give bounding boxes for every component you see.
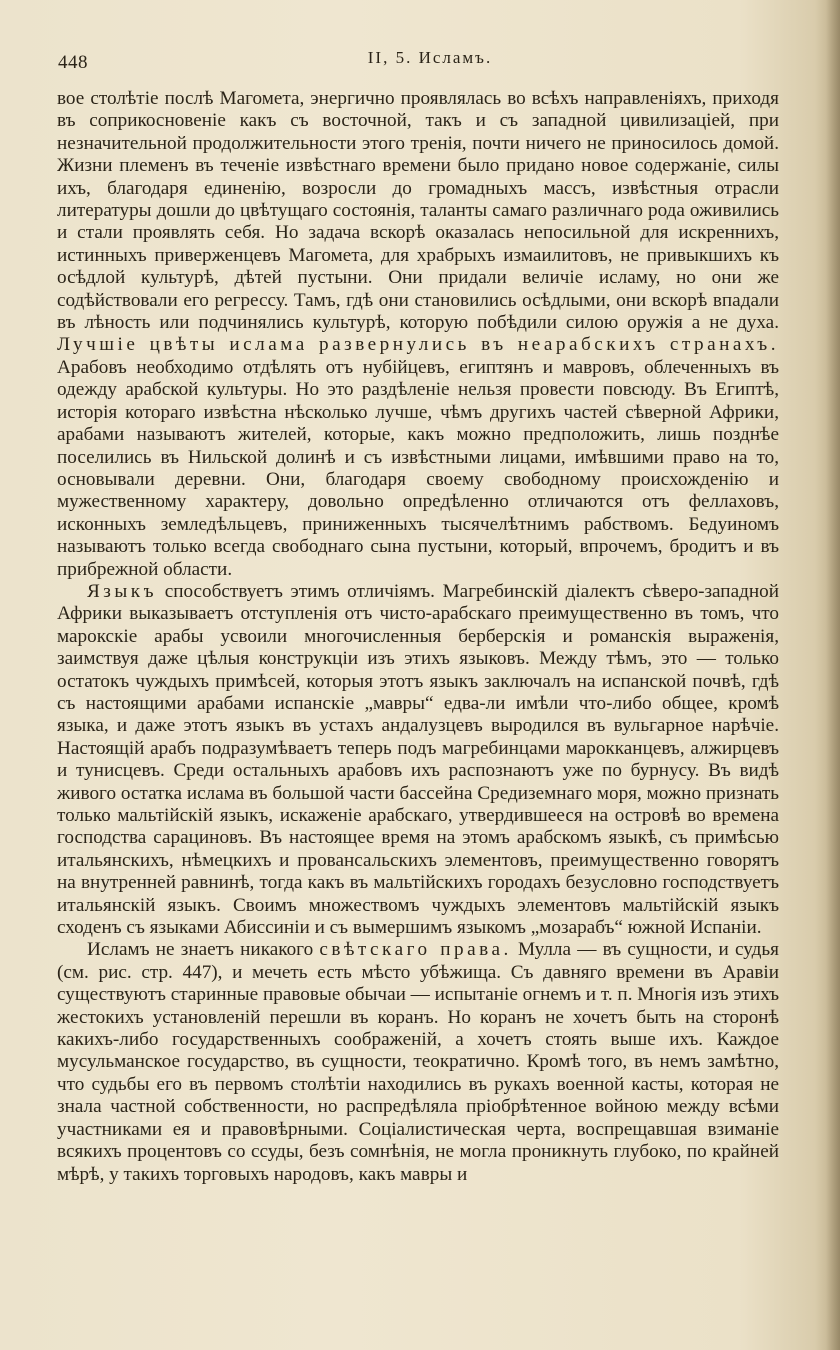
page-body (57, 88, 779, 1186)
text-run: способствуетъ этимъ отличіямъ. Магребинскій діалектъ сѣверо-западной Африки выказываетъ отступленія отъ чисто-арабскаго преимущественно въ томъ, что марокскіе арабы усвоили многочисленныя берберскія и романскія выраженія, заимствуя даже цѣлыя конструкціи изъ этихъ языковъ. Между тѣмъ, это — только остатокъ чуждыхъ примѣсей, которыя этотъ языкъ заключалъ на испанской почвѣ, гдѣ съ настоящими арабами испанскіе „мавры“ едва-ли имѣли что-либо общее, кромѣ языка, и даже этотъ языкъ въ устахъ андалузцевъ выродился въ вульгарное нарѣчіе. Настоящій арабъ подразумѣваетъ теперь подъ магребинцами марокканцевъ, алжирцевъ и тунисцевъ. Среди остальныхъ арабовъ ихъ распознаютъ уже по бурнусу. Въ видѣ живого остатка ислама въ большой части бассейна Средиземнаго моря, можно признать только мальтійскій языкъ, искаженіе арабскаго, утвердившееся на островѣ во времена господства сарациновъ. Въ настоящее время на этомъ арабскомъ языкѣ, съ примѣсью итальянскихъ, нѣмецкихъ и провансальскихъ элементовъ, преимущественно говорятъ на внутренней равнинѣ, тогда какъ въ мальтійскихъ городахъ безусловно господствуетъ итальянскій языкъ. Своимъ множествомъ чуждыхъ элементовъ мальтійскій языкъ сходенъ съ языками Абиссиніи и съ вымершимъ языкомъ „мозарабъ“ южной Испаніи. (57, 580, 779, 939)
spaced-emphasis: Языкъ (87, 580, 158, 602)
paragraph (57, 581, 779, 940)
text-run: Исламъ не знаетъ никакого (87, 939, 320, 961)
spaced-emphasis: свѣтскаго права. (319, 939, 512, 961)
spaced-emphasis: Лучшіе цвѣты ислама развернулись въ неарабскихъ странахъ. (57, 334, 779, 356)
page-spine-shadow (826, 0, 840, 1350)
text-run: Арабовъ необходимо отдѣлять отъ нубійцевъ, египтянъ и мавровъ, облеченныхъ въ одежду арабской культуры. Но это раздѣленіе нельзя провести повсюду. Въ Египтѣ, исторія котораго извѣстна нѣсколько лучше, чѣмъ другихъ частей сѣверной Африки, арабами называютъ жителей, которые, какъ можно предположить, лишь позднѣе поселились въ Нильской долинѣ и съ извѣстными лицами, имѣвшими право на то, основывали деревни. Они, благодаря своему свободному происхожденію и мужественному характеру, довольно опредѣленно отличаются отъ феллаховъ, исконныхъ земледѣльцевъ, приниженныхъ тысячелѣтнимъ рабствомъ. Бедуиномъ называютъ только всегда свободнаго сына пустыни, который, впрочемъ, бродитъ и въ прибрежной области. (57, 356, 779, 580)
paragraph (57, 939, 779, 1185)
page-number: 448 (58, 52, 88, 73)
running-title: II, 5. Исламъ. (367, 48, 493, 67)
text-run: вое столѣтіе послѣ Магомета, энергично проявлялась во всѣхъ направленіяхъ, приходя въ соприкосновеніе какъ съ восточной, такъ и съ западной цивилизаціей, при незначительной продолжительности этого тренія, почти ничего не приносилось домой. Жизни племенъ въ теченіе извѣстнаго времени было придано новое содержаніе, силы ихъ, благодаря единенію, возросли до громадныхъ массъ, извѣстныя отрасли литературы дошли до цвѣтущаго состоянія, таланты самаго различнаго рода оживились и стали проявлять себя. Но задача вскорѣ оказалась непосильной для искреннихъ, истинныхъ приверженцевъ Магомета, для храбрыхъ измаилитовъ, не привыкшихъ къ осѣдлой культурѣ, дѣтей пустыни. Они придали величіе исламу, но они же содѣйствовали его регрессу. Тамъ, гдѣ они становились осѣдлыми, они вскорѣ впадали въ лѣность или подчинялись культурѣ, которую побѣдили силою оружія а не духа. (57, 88, 779, 334)
text-run: Мулла — въ сущности, и судья (см. рис. стр. 447), и мечеть есть мѣсто убѣжища. Съ давняго времени въ Аравіи существуютъ старинные правовые обычаи — испытаніе огнемъ и т. п. Многія изъ этихъ жестокихъ установленій перешли въ коранъ. Но коранъ не хочетъ быть на сторонѣ какихъ-либо государственныхъ соображеній, а хочетъ стоять выше ихъ. Каждое мусульманское государство, въ сущности, теократично. Кромѣ того, въ немъ замѣтно, что судьбы его въ первомъ столѣтіи находились въ рукахъ военной касты, которая не знала частной собственности, но распредѣляла пріобрѣтенное войною между всѣми участниками ея и правовѣрными. Соціалистическая черта, воспрещавшая взиманіе всякихъ процентовъ со ссуды, безъ сомнѣнія, не могла проникнуть глубоко, по крайней мѣрѣ, у такихъ торговыхъ народовъ, какъ мавры и (57, 939, 780, 1185)
paragraph (57, 88, 779, 581)
page-header (58, 48, 802, 78)
